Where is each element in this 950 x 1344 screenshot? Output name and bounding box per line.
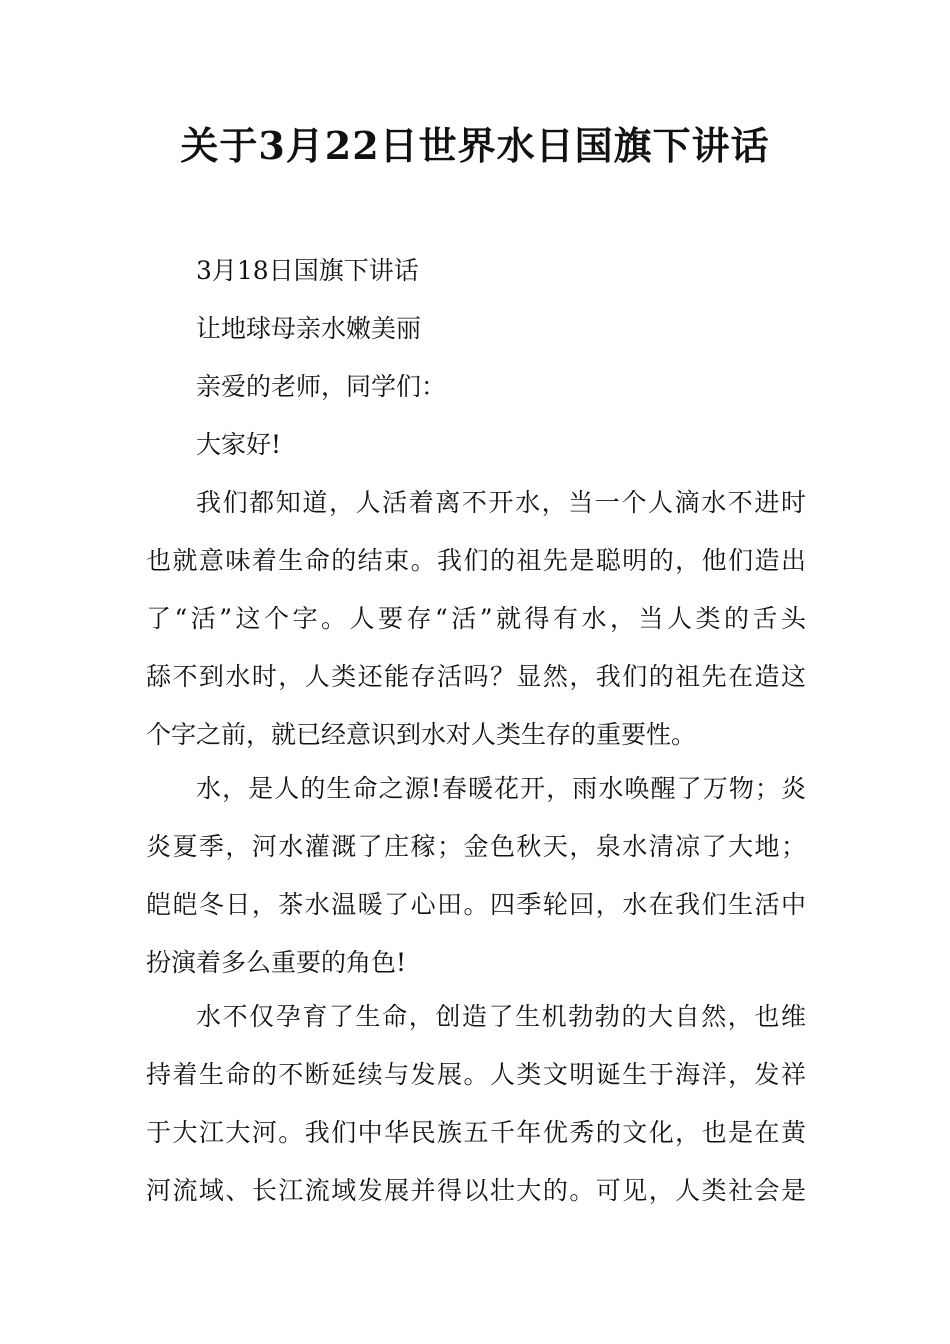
paragraph-1-line-5: 个字之前，就已经意识到水对人类生存的重要性。: [146, 720, 697, 749]
paragraph-3-line-4: 河流域、长江流域发展并得以壮大的。可见，人类社会是: [146, 1176, 806, 1205]
paragraph-2-line-4: 扮演着多么重要的角色!: [146, 948, 407, 977]
paragraph-2-line-1: 水，是人的生命之源!春暖花开，雨水唤醒了万物；炎: [196, 774, 806, 803]
subtitle-date: 3月18日国旗下讲话: [196, 256, 419, 285]
greeting: 大家好!: [196, 430, 282, 459]
paragraph-3-line-3: 于大江大河。我们中华民族五千年优秀的文化，也是在黄: [146, 1118, 806, 1147]
paragraph-3-line-1: 水不仅孕育了生命，创造了生机勃勃的大自然，也维: [196, 1002, 806, 1031]
paragraph-1-line-2: 也就意味着生命的结束。我们的祖先是聪明的，他们造出: [146, 546, 806, 575]
salutation: 亲爱的老师，同学们：: [196, 372, 447, 401]
document-title: 关于3月22日世界水日国旗下讲话: [180, 123, 770, 168]
paragraph-1-line-3: 了“活”这个字。人要存“活”就得有水，当人类的舌头: [146, 604, 806, 633]
paragraph-1-line-4: 舔不到水时，人类还能存活吗？显然，我们的祖先在造这: [146, 662, 806, 691]
paragraph-2-line-2: 炎夏季，河水灌溉了庄稼；金色秋天，泉水清凉了大地；: [146, 832, 806, 861]
speech-heading: 让地球母亲水嫩美丽: [196, 314, 422, 343]
paragraph-1-line-1: 我们都知道，人活着离不开水，当一个人滴水不进时: [196, 488, 806, 517]
paragraph-3-line-2: 持着生命的不断延续与发展。人类文明诞生于海洋，发祥: [146, 1060, 806, 1089]
paragraph-2-line-3: 皑皑冬日，茶水温暖了心田。四季轮回，水在我们生活中: [146, 890, 806, 919]
